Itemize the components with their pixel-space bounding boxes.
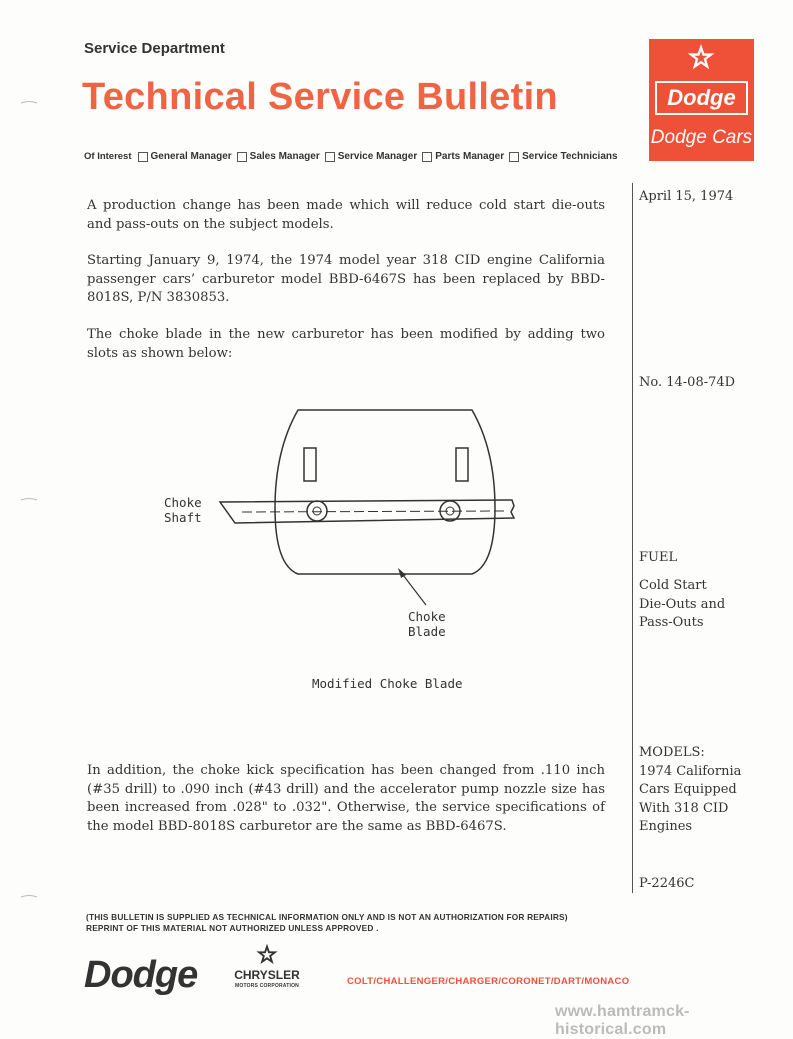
body-paragraph-4: In addition, the choke kick specification has been changed from .110 inch (#35 drill) to .090 inch (#43 drill) and the accelerator pump nozzle size has been increased from .028" to .032". Otherwise, the service specifications of the model BBD-8018S carburetor are the same as BBD-6467S. [87, 763, 605, 834]
models-line: Engines [639, 819, 693, 834]
scan-mark [20, 497, 38, 501]
bulletin-subject [639, 577, 725, 633]
choke-shaft-centerline [242, 511, 505, 512]
car-lines: COLT/CHALLENGER/CHARGER/CORONET/DART/MONACO [347, 976, 630, 987]
choke-blade-outline [275, 410, 495, 574]
models-line: With 318 CID [639, 800, 729, 816]
checkbox-icon[interactable] [237, 152, 247, 162]
interest-row [84, 151, 621, 162]
models-line: Cars Equipped [639, 782, 737, 797]
choke-blade-label-line-1: Choke [408, 609, 446, 624]
body-paragraph-2: Starting January 9, 1974, the 1974 model year 318 CID engine California passenger cars’ carburetor model BBD-6467S has been replaced by BBD-8018S, P/N 3830853. [87, 253, 605, 305]
interest-option-service-manager[interactable]: Service Manager [323, 151, 418, 162]
interest-label: Of Interest [84, 151, 132, 162]
models-line: 1974 California [639, 763, 742, 779]
blade-screw-left-head [313, 507, 321, 515]
interest-option-general-manager[interactable]: General Manager [136, 151, 232, 162]
subject-line: Die-Outs and [639, 596, 726, 612]
chrysler-logo [228, 943, 306, 995]
column-divider [632, 183, 633, 893]
dodge-wordmark: Dodge [667, 85, 736, 110]
disclaimer [86, 912, 568, 934]
publication-number: P-2246C [639, 876, 695, 891]
body-paragraph-3: The choke blade in the new carburetor has been modified by adding two slots as shown below: [87, 327, 605, 361]
blade-screw-left [307, 501, 327, 521]
models-heading: MODELS: [639, 745, 705, 760]
choke-shaft-label-line-1: Choke [164, 495, 202, 510]
bulletin-category: FUEL [639, 550, 678, 565]
bulletin-title: Technical Service Bulletin [82, 76, 558, 118]
interest-option-parts-manager[interactable]: Parts Manager [420, 151, 504, 162]
pentastar-icon [686, 43, 716, 73]
dodge-cars-label: Dodge Cars [650, 127, 753, 148]
interest-option-sales-manager[interactable]: Sales Manager [235, 151, 320, 162]
scan-mark [20, 894, 38, 898]
pentastar-icon [255, 943, 279, 967]
choke-blade-slot-right [456, 448, 468, 481]
watermark: www.hamtramck-historical.com [555, 1003, 690, 1038]
chrysler-name: CHRYSLER [234, 968, 300, 982]
choke-blade-slot-left [304, 448, 316, 481]
models-block [639, 744, 741, 837]
diagram-caption: Modified Choke Blade [312, 676, 463, 691]
subject-line: Cold Start [639, 578, 707, 593]
dodge-logo-block [649, 39, 754, 161]
chrysler-subtitle: MOTORS CORPORATION [235, 983, 299, 989]
bulletin-number: No. 14-08-74D [639, 375, 736, 390]
dodge-wordmark-box [655, 81, 748, 115]
choke-blade-label-line-2: Blade [408, 624, 446, 639]
bulletin-date: April 15, 1974 [639, 189, 734, 204]
subject-line: Pass-Outs [639, 615, 704, 630]
choke-shaft-label-line-2: Shaft [164, 510, 202, 525]
interest-option-service-technicians[interactable]: Service Technicians [507, 151, 617, 162]
disclaimer-line-1: (THIS BULLETIN IS SUPPLIED AS TECHNICAL INFORMATION ONLY AND IS NOT AN AUTHORIZATION FOR REPAIRS) [86, 912, 568, 922]
body-paragraph-1: A production change has been made which will reduce cold start die-outs and pass-outs on the subject models. [87, 198, 605, 232]
checkbox-icon[interactable] [509, 152, 519, 162]
disclaimer-line-2: REPRINT OF THIS MATERIAL NOT AUTHORIZED UNLESS APPROVED . [86, 923, 379, 933]
checkbox-icon[interactable] [325, 152, 335, 162]
department-label: Service Department [84, 40, 225, 57]
scan-mark [20, 100, 38, 104]
choke-blade-diagram [150, 400, 530, 650]
checkbox-icon[interactable] [138, 152, 148, 162]
footer-dodge-logo: Dodge [84, 954, 198, 996]
checkbox-icon[interactable] [422, 152, 432, 162]
